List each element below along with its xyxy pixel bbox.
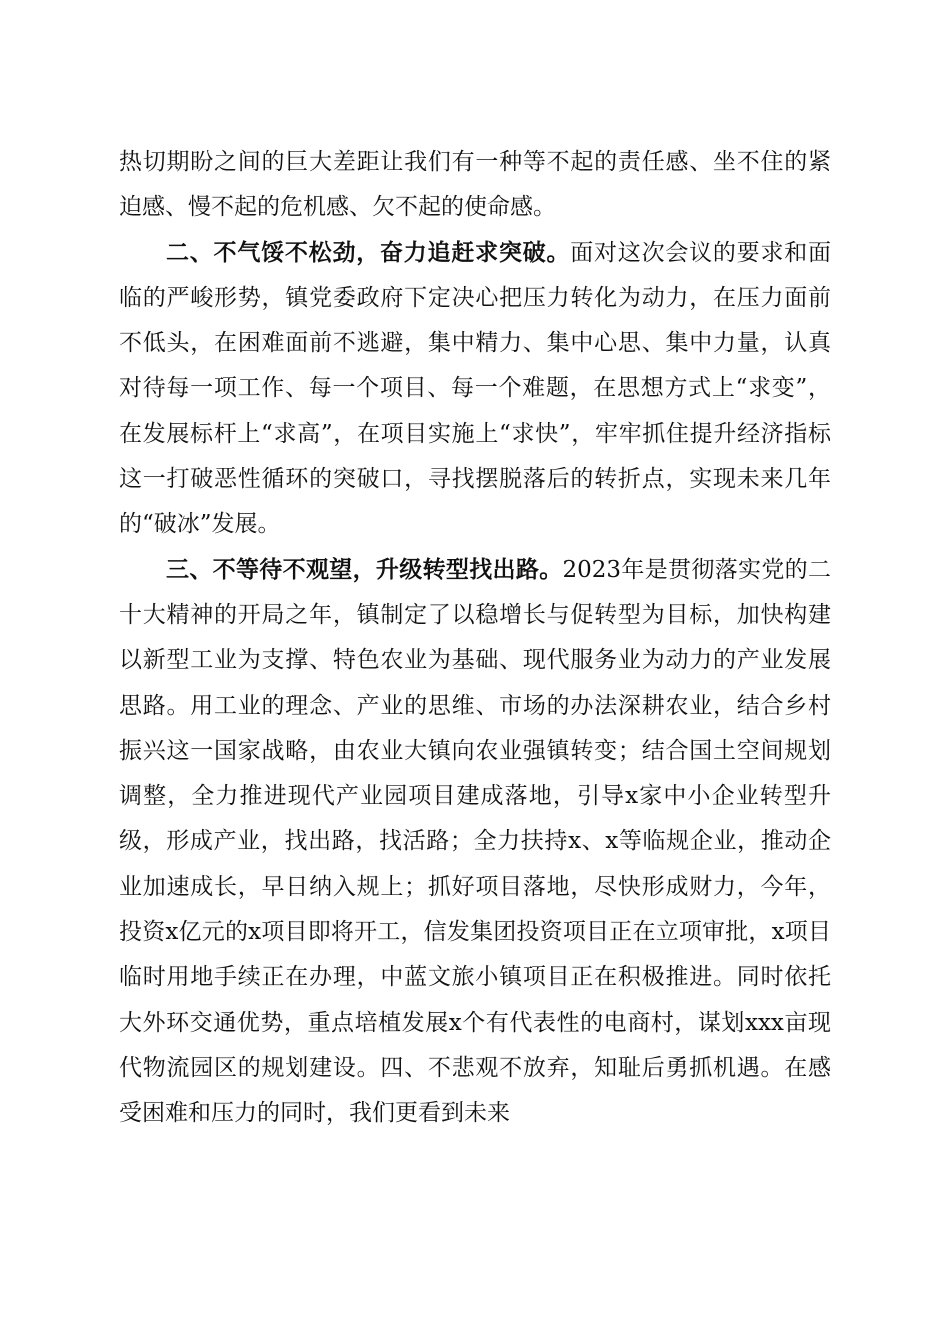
paragraph-1-text: 热切期盼之间的巨大差距让我们有一种等不起的责任感、坐不住的紧迫感、慢不起的危机感、欠不起的使命感。	[119, 149, 831, 221]
paragraph-2-text: 面对这次会议的要求和面临的严峻形势，镇党委政府下定决心把压力转化为动力，在压力面前不低头，在困难面前不逃避，集中精力、集中心思、集中力量，认真对待每一项工作、每一个项目、每一个难题，在思想方式上“求变”，在发展标杆上“求高”，在项目实施上“求快”，牢牢抓住提升经济指标这一打破恶性循环的突破口，寻找摆脱落后的转折点，实现未来几年的“破冰”发展。	[119, 239, 832, 538]
paragraph-2	[119, 231, 831, 548]
section-heading-3: 三、不等待不观望，升级转型找出路。	[166, 556, 563, 583]
paragraph-1	[119, 140, 831, 231]
paragraph-3-text: 2023年是贯彻落实党的二十大精神的开局之年，镇制定了以稳增长与促转型为目标，加快构建以新型工业为支撑、特色农业为基础、现代服务业为动力的产业发展思路。用工业的理念、产业的思维、市场的办法深耕农业，结合乡村振兴这一国家战略，由农业大镇向农业强镇转变；结合国土空间规划调整，全力推进现代产业园项目建成落地，引导x家中小企业转型升级，形成产业，找出路，找活路；全力扶持x、x等临规企业，推动企业加速成长，早日纳入规上；抓好项目落地，尽快形成财力，今年，投资x亿元的x项目即将开工，信发集团投资项目正在立项审批，x项目临时用地手续正在办理，中蓝文旅小镇项目正在积极推进。同时依托大外环交通优势，重点培植发展x个有代表性的电商村，谋划xxx亩现代物流园区的规划建设。四、不悲观不放弃，知耻后勇抓机遇。在感受困难和压力的同时，我们更看到未来	[119, 556, 831, 1127]
body-text	[119, 140, 831, 1137]
section-heading-2: 二、不气馁不松劲，奋力追赶求突破。	[166, 239, 571, 266]
paragraph-3	[119, 548, 831, 1137]
